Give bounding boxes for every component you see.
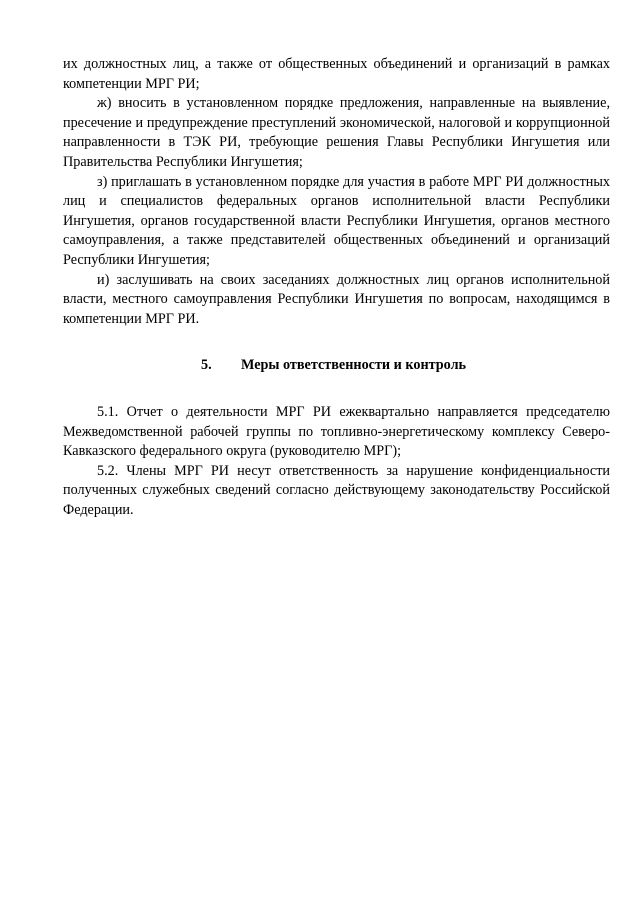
paragraph-item-zh: ж) вносить в установленном порядке предложения, направленные на выявление, пресечение и предупреждение преступлений экономической, налоговой и коррупционной направленности в ТЭК РИ, требующие решения Главы Республики Ингушетия или Правительства Республики Ингушетия; <box>63 95 610 170</box>
section-heading <box>63 356 610 376</box>
section-title: Меры ответственности и контроль <box>241 357 467 374</box>
paragraph-competence-continuation: их должностных лиц, а также от общественных объединений и организаций в рамках компетенции МРГ РИ; <box>63 56 610 92</box>
document-page <box>63 55 610 520</box>
section-number: 5. <box>201 357 212 374</box>
paragraph-item-z: з) приглашать в установленном порядке для участия в работе МРГ РИ должностных лиц и специалистов федеральных органов исполнительной власти Республики Ингушетия, органов государственной власти Республики Ингушетия, органов местного самоуправления, а также представителей общественных объединений и организаций Республики Ингушетия; <box>63 173 610 268</box>
paragraph-5-1: 5.1. Отчет о деятельности МРГ РИ ежеквартально направляется председателю Межведомственной рабочей группы по топливно-энергетическому комплексу Северо-Кавказского федерального округа (руководителю МРГ); <box>63 403 610 460</box>
paragraph-5-2: 5.2. Члены МРГ РИ несут ответственность за нарушение конфиденциальности полученных служебных сведений согласно действующему законодательству Российской Федерации. <box>63 462 610 518</box>
paragraph-item-i: и) заслушивать на своих заседаниях должностных лиц органов исполнительной власти, местного самоуправления Республики Ингушетия по вопросам, находящимся в компетенции МРГ РИ. <box>63 271 610 327</box>
